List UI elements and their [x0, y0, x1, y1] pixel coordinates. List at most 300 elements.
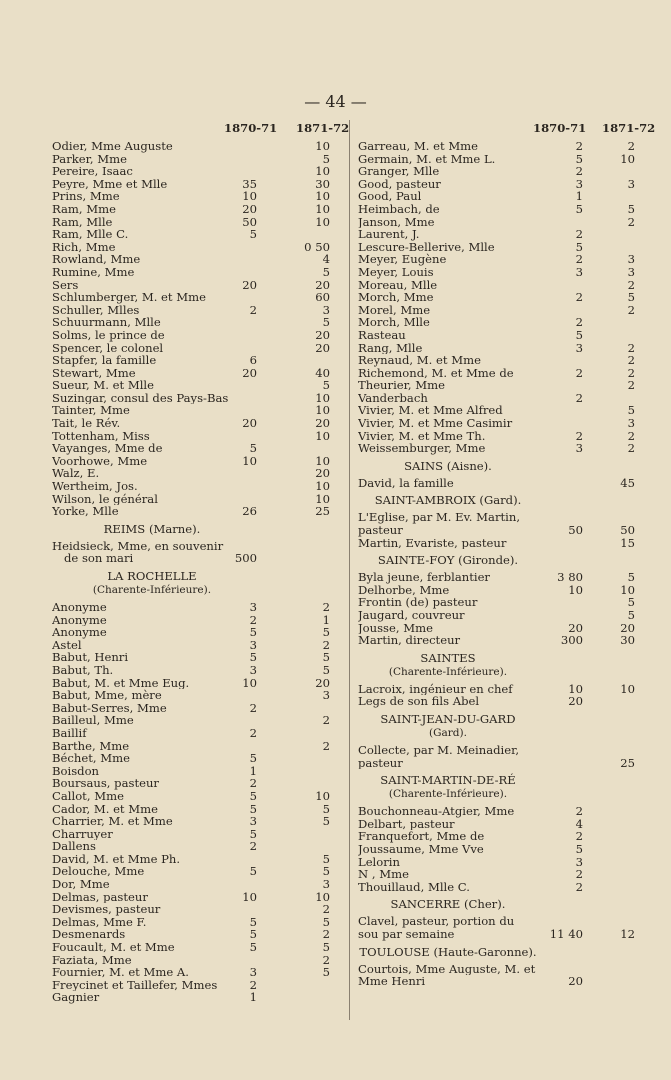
amount-1871-72: 2: [627, 365, 635, 380]
amount-1871-72: 2: [627, 277, 635, 292]
donor-name: Schuller, Mlles: [52, 303, 140, 317]
donor-name: sou par semaine: [358, 927, 455, 941]
amount-1871-72: 5: [627, 290, 635, 305]
donor-name: Voorhowe, Mme: [52, 454, 148, 468]
amount-1871-72: 10: [315, 403, 330, 418]
donor-name: Prins, Mme: [52, 190, 120, 203]
donor-row: [52, 329, 352, 342]
donor-name: Peyre, Mme et Mlle: [52, 177, 168, 191]
year-header: [52, 122, 352, 140]
donor-list: [52, 601, 352, 1004]
year-header: [358, 122, 663, 140]
amount-1871-72: 10: [315, 189, 330, 204]
donor-row: Heidsieck, Mme, en souvenir: [52, 539, 224, 553]
donor-name: Morel, Mme: [358, 303, 431, 317]
donor-row: [52, 165, 352, 178]
donor-name: Lescure-Bellerive, Mlle: [358, 240, 495, 254]
amount-1871-72: 20: [315, 466, 330, 481]
donor-row: [52, 253, 352, 266]
amount-1871-72: 5: [322, 315, 330, 330]
donor-row: [52, 626, 352, 639]
amount-1871-72: 20: [315, 675, 330, 690]
amount-1870-71: 5: [575, 327, 583, 342]
amount-1870-71: 5: [249, 441, 257, 456]
donor-name: Foucault, M. et Mme: [52, 941, 175, 954]
amount-1870-71: 1: [249, 763, 257, 778]
donor-row: [52, 241, 352, 254]
donor-name: Odier, Mme Auguste: [52, 140, 173, 153]
donor-name: Delbart, pasteur: [358, 817, 455, 831]
amount-1871-72: 2: [322, 738, 330, 753]
donor-row: [52, 430, 352, 443]
donor-row: [52, 392, 352, 405]
donor-list: [358, 140, 663, 455]
donor-row: Clavel, pasteur, portion du: [358, 915, 515, 928]
amount-1870-71: 5: [575, 151, 583, 166]
donor-name: Stewart, Mme: [52, 366, 136, 380]
amount-1870-71: 20: [242, 416, 257, 431]
page-number: — 44 —: [304, 92, 367, 111]
donor-row: [358, 153, 663, 166]
donor-name: Delhorbe, Mme: [358, 583, 450, 597]
donor-row: [52, 203, 352, 216]
donor-name: Charruyer: [52, 827, 113, 841]
amount-1870-71: 20: [568, 620, 583, 635]
donor-row: [358, 216, 663, 229]
city-heading-saintes: SAINTES (Charente-Inférieure).: [388, 650, 508, 678]
donor-name: Spencer, le colonel: [52, 341, 164, 355]
amount-1871-72: 5: [322, 662, 330, 677]
amount-1871-72: 10: [315, 214, 330, 229]
donor-row: [358, 442, 663, 455]
amount-1870-71: 3: [249, 600, 257, 614]
donor-name: Vivier, M. et Mme Th.: [358, 429, 486, 443]
amount-1871-72: 10: [315, 453, 330, 468]
amount-1870-71: 5: [249, 751, 257, 766]
donor-row: [52, 664, 352, 677]
amount-1870-71: 3: [249, 965, 257, 980]
donor-row: [358, 928, 663, 941]
donor-list: [358, 928, 663, 941]
donor-row: [52, 740, 352, 753]
donor-row: [52, 991, 352, 1004]
donor-name: Callot, Mme: [52, 789, 124, 803]
amount-1870-71: 2: [575, 804, 583, 819]
amount-1870-71: 2: [575, 829, 583, 844]
amount-1871-72: 5: [322, 650, 330, 665]
donor-name: Lacroix, ingénieur en chef: [358, 682, 513, 696]
donor-row: [52, 140, 352, 153]
donor-name: Legs de son fils Abel: [358, 695, 480, 708]
donor-row: [52, 601, 352, 614]
amount-1870-71: 10: [568, 582, 583, 597]
amount-1871-72: 5: [322, 851, 330, 866]
amount-1870-71: 50: [242, 214, 257, 229]
donor-name: Ram, Mme: [52, 202, 116, 216]
amount-1870-71: 1: [575, 189, 583, 204]
amount-1870-71: 2: [249, 612, 257, 627]
amount-1871-72: 5: [322, 625, 330, 640]
donor-name: Desmenards: [52, 928, 126, 942]
amount-1870-71: 2: [575, 290, 583, 305]
donor-name: Vayanges, Mme de: [52, 442, 163, 455]
donor-row: [358, 279, 663, 292]
amount-1871-72: 3: [322, 302, 330, 317]
donor-name: Gagnier: [52, 991, 100, 1004]
donor-name: Reynaud, M. et Mme: [358, 354, 481, 367]
donor-name: Richemond, M. et Mme de: [358, 366, 514, 380]
year-1870-heading: 1870-71: [533, 121, 587, 135]
donor-row: [358, 596, 663, 609]
donor-name: Rasteau: [358, 328, 406, 342]
donor-row: [358, 304, 663, 317]
amount-1871-72: 5: [322, 814, 330, 829]
amount-1871-72: 2: [322, 952, 330, 967]
donor-row: [358, 571, 663, 584]
donor-name: Faziata, Mme: [52, 953, 132, 967]
city-heading-saint-jean-du-gard: SAINT-JEAN-DU-GARD (Gard).: [380, 711, 516, 739]
donor-name: Frontin (de) pasteur: [358, 596, 478, 609]
donor-name: pasteur: [358, 756, 403, 770]
amount-1870-71: 2: [575, 879, 583, 894]
donor-name: Laurent, J.: [358, 228, 420, 241]
city-heading-sainte-foy: SAINTE-FOY (Gironde).: [377, 553, 519, 568]
donor-name: Jousse, Mme: [358, 621, 433, 635]
donor-row: [52, 752, 352, 765]
amount-1871-72: 4: [322, 252, 330, 267]
donor-name: Garreau, M. et Mme: [358, 140, 479, 153]
amount-1870-71: 5: [249, 914, 257, 929]
donor-row: [358, 695, 663, 708]
donor-row: [358, 881, 663, 894]
donor-name: Dor, Mme: [52, 878, 110, 891]
donor-row: [52, 178, 352, 191]
donor-row: [52, 291, 352, 304]
amount-1871-72: 10: [315, 788, 330, 803]
amount-1870-71: 5: [249, 227, 257, 242]
donor-row: [52, 815, 352, 828]
amount-1870-71: 2: [575, 390, 583, 405]
donor-row: [358, 253, 663, 266]
amount-1870-71: 5: [249, 625, 257, 640]
donor-name: Yorke, Mlle: [52, 505, 119, 518]
amount-1870-71: 300: [560, 633, 583, 648]
donor-name: Tainter, Mme: [52, 404, 130, 418]
donor-row: [358, 316, 663, 329]
donor-row: [52, 853, 352, 866]
donor-row: [52, 455, 352, 468]
donor-name: Delouche, Mme: [52, 865, 145, 879]
right-column: [358, 122, 663, 988]
amount-1870-71: 20: [242, 277, 257, 292]
donor-row: [52, 714, 352, 727]
amount-1871-72: 20: [315, 340, 330, 355]
amount-1871-72: 10: [315, 390, 330, 405]
donor-row: [52, 979, 352, 992]
donor-row: [52, 153, 352, 166]
amount-1870-71: 6: [249, 353, 257, 368]
donor-row: [52, 840, 352, 853]
amount-1871-72: 5: [322, 151, 330, 166]
donor-row: [52, 828, 352, 841]
donor-name: Bouchonneau-Atgier, Mme: [358, 805, 515, 818]
donor-row: [52, 790, 352, 803]
donor-name: Sueur, M. et Mlle: [52, 379, 154, 392]
donor-row: [358, 379, 663, 392]
donor-name: Béchet, Mme: [52, 752, 130, 765]
donor-row: [52, 304, 352, 317]
donor-row: [358, 757, 663, 770]
donor-row: [358, 818, 663, 831]
donor-row: [358, 140, 663, 153]
donor-name: Morch, Mme: [358, 291, 434, 304]
amount-1870-71: 2: [249, 700, 257, 715]
amount-1870-71: 11 40: [549, 926, 583, 941]
donor-row: [52, 677, 352, 690]
donor-name: Rowland, Mme: [52, 253, 141, 266]
donor-row: [358, 584, 663, 597]
amount-1870-71: 5: [249, 940, 257, 955]
city-heading-saint-martin-de-re: SAINT-MARTIN-DE-RÉ (Charente-Inférieure).: [380, 773, 516, 801]
donor-name: Wilson, le général: [52, 492, 158, 506]
donor-name: Babut, Th.: [52, 663, 114, 677]
donor-name: Heimbach, de: [358, 202, 440, 216]
amount-1871-72: 20: [620, 620, 635, 635]
amount-1870-71: 3: [249, 814, 257, 829]
donor-name: Freycinet et Taillefer, Mmes: [52, 978, 218, 992]
donor-name: pasteur: [358, 524, 403, 537]
donor-row: [358, 165, 663, 178]
donor-row: [52, 928, 352, 941]
amount-1870-71: 2: [575, 164, 583, 179]
donor-list: [358, 683, 663, 708]
donor-row: de son mari 500: [64, 551, 257, 566]
amount-1870-71: 10: [242, 889, 257, 904]
donor-row: [52, 803, 352, 816]
amount-1870-71: 3: [575, 340, 583, 355]
donor-name: Dallens: [52, 840, 96, 853]
amount-1870-71: 20: [242, 201, 257, 216]
donor-name: Fournier, M. et Mme A.: [52, 966, 189, 979]
amount-1871-72: 25: [620, 755, 635, 770]
donor-row: [52, 941, 352, 954]
amount-1870-71: 2: [249, 725, 257, 740]
donor-row: [358, 203, 663, 216]
donor-name: Tait, le Rév.: [52, 417, 121, 430]
amount-1870-71: 3 80: [557, 570, 583, 585]
city-heading-sancerre: SANCERRE (Cher).: [390, 897, 506, 912]
amount-1870-71: 35: [242, 176, 257, 191]
donor-name: Anonyme: [52, 613, 107, 627]
donor-name: Anonyme: [52, 601, 107, 614]
donor-row: [52, 916, 352, 929]
donor-row: [358, 329, 663, 342]
amount-1871-72: 10: [620, 151, 635, 166]
amount-1870-71: 3: [575, 176, 583, 191]
amount-1870-71: 5: [249, 927, 257, 942]
amount-1871-72: 10: [315, 164, 330, 179]
donor-name: Martin, Evariste, pasteur: [358, 536, 507, 550]
donor-row: [358, 683, 663, 696]
donor-name: Byla jeune, ferblantier: [358, 571, 490, 584]
amount-1870-71: 5: [575, 201, 583, 216]
donor-row: [52, 878, 352, 891]
donor-name: Meyer, Louis: [358, 265, 434, 279]
donor-list: [358, 477, 663, 490]
amount-1871-72: 2: [322, 600, 330, 614]
amount-1871-72: 5: [627, 201, 635, 216]
donor-row: [358, 524, 663, 537]
donor-row: [358, 805, 663, 818]
amount-1871-72: 3: [322, 688, 330, 703]
donor-row: [358, 537, 663, 550]
amount-1870-71: 2: [249, 839, 257, 854]
donor-name: Tottenham, Miss: [52, 429, 150, 443]
amount-1871-72: 5: [322, 965, 330, 980]
donor-row: [358, 975, 663, 988]
amount-1870-71: 20: [568, 694, 583, 709]
amount-1870-71: 1: [249, 990, 257, 1005]
donor-row: [52, 903, 352, 916]
donor-row: [52, 216, 352, 229]
city-heading-saint-ambroix: SAINT-AMBROIX (Gard).: [374, 493, 522, 508]
donor-name: Barthe, Mme: [52, 739, 130, 753]
donor-name: Ram, Mlle: [52, 215, 113, 229]
amount-1871-72: 3: [627, 416, 635, 431]
city-heading-toulouse: TOULOUSE (Haute-Garonne).: [359, 944, 537, 959]
year-1870-heading: 1870-71: [224, 121, 278, 135]
donor-name: Anonyme: [52, 626, 107, 639]
amount-1871-72: 5: [322, 940, 330, 955]
amount-1871-72: 20: [315, 416, 330, 431]
donor-row: [52, 404, 352, 417]
amount-1871-72: 50: [620, 523, 635, 538]
donor-name: Schlumberger, M. et Mme: [52, 291, 206, 304]
donor-name: Charrier, M. et Mme: [52, 815, 173, 828]
amount-1871-72: 2: [627, 214, 635, 229]
donor-name: Rang, Mlle: [358, 341, 423, 355]
amount-1871-72: 2: [627, 302, 635, 317]
amount-1871-72: 40: [315, 365, 330, 380]
donor-name: Delmas, pasteur: [52, 890, 148, 904]
amount-1870-71: 10: [242, 189, 257, 204]
donor-name: Pereire, Isaac: [52, 165, 133, 178]
donor-row: [358, 266, 663, 279]
donor-name: Thouillaud, Mlle C.: [358, 880, 470, 894]
donor-row: [358, 190, 663, 203]
amount-1871-72: 2: [627, 340, 635, 355]
donor-name: Delmas, Mme F.: [52, 915, 147, 929]
donor-row: [52, 727, 352, 740]
donor-row: [52, 954, 352, 967]
donor-name: N , Mme: [358, 868, 409, 881]
amount-1870-71: 50: [568, 523, 583, 538]
donor-name: Bailleul, Mme: [52, 714, 134, 727]
donor-row: Courtois, Mme Auguste, M. et: [358, 962, 536, 976]
amount-1871-72: 5: [627, 403, 635, 418]
donor-row: [52, 777, 352, 790]
amount-1871-72: 5: [322, 801, 330, 816]
donor-row: [52, 891, 352, 904]
amount-1871-72: 5: [627, 570, 635, 585]
amount-1870-71: 5: [575, 841, 583, 856]
donor-row: [52, 467, 352, 480]
donor-list: [358, 757, 663, 770]
amount-1870-71: 2: [575, 139, 583, 153]
donor-row: [52, 865, 352, 878]
donor-row: [358, 868, 663, 881]
donor-row: [358, 830, 663, 843]
amount-1870-71: 2: [249, 977, 257, 992]
donor-row: [52, 765, 352, 778]
donor-row: Collecte, par M. Meinadier,: [358, 743, 520, 757]
donor-row: [52, 316, 352, 329]
donor-name: Jaugard, couvreur: [358, 609, 465, 622]
donor-name: Good, Paul: [358, 190, 422, 203]
amount-1871-72: 25: [315, 504, 330, 519]
amount-1871-72: 2: [627, 428, 635, 443]
donor-row: [52, 966, 352, 979]
donor-name: Babut, Henri: [52, 651, 129, 664]
amount-1870-71: 5: [249, 826, 257, 841]
amount-1871-72: 10: [315, 889, 330, 904]
amount-1871-72: 5: [322, 864, 330, 879]
amount-1871-72: 0 50: [304, 239, 330, 254]
donor-name: Parker, Mme: [52, 152, 127, 166]
amount-1871-72: 20: [315, 327, 330, 342]
donor-row: [52, 614, 352, 627]
amount-1870-71: 5: [249, 864, 257, 879]
amount-1870-71: 10: [242, 453, 257, 468]
amount-1871-72: 45: [620, 475, 635, 490]
amount-1870-71: 10: [242, 675, 257, 690]
left-column: [52, 122, 352, 1004]
amount-1870-71: 3: [575, 264, 583, 279]
amount-1870-71: 10: [568, 681, 583, 696]
amount-1870-71: 4: [575, 816, 583, 831]
donor-name: Vivier, M. et Mme Alfred: [358, 404, 503, 418]
donor-name: Astel: [52, 638, 82, 652]
donor-row: [52, 417, 352, 430]
donor-row: [52, 228, 352, 241]
amount-1871-72: 3: [627, 176, 635, 191]
amount-1870-71: 20: [242, 365, 257, 380]
amount-1871-72: 5: [627, 595, 635, 610]
amount-1871-72: 3: [627, 252, 635, 267]
year-1871-heading: 1871-72: [296, 121, 350, 135]
donor-name: Vivier, M. et Mme Casimir: [358, 417, 513, 430]
donor-name: Good, pasteur: [358, 177, 441, 191]
city-heading-la-rochelle: LA ROCHELLE (Charente-Inférieure).: [92, 569, 212, 596]
amount-1870-71: 20: [568, 974, 583, 989]
donor-row: [358, 634, 663, 647]
amount-1870-71: 2: [249, 302, 257, 317]
donor-name: Suzingar, consul des Pays-Bas: [52, 391, 229, 405]
donor-name: Walz, E.: [52, 467, 100, 481]
amount-1870-71: 5: [249, 650, 257, 665]
donor-row: [52, 367, 352, 380]
donor-row: [358, 342, 663, 355]
donor-name: Stapfer, la famille: [52, 354, 157, 367]
donor-name: Baillif: [52, 726, 87, 740]
donor-name: Janson, Mme: [358, 215, 435, 229]
donor-name: Solms, le prince de: [52, 328, 165, 342]
donor-row: [358, 430, 663, 443]
city-heading-reims: REIMS (Marne).: [103, 521, 201, 536]
amount-1871-72: 2: [322, 713, 330, 728]
amount-1871-72: 5: [627, 608, 635, 622]
donor-row: [52, 379, 352, 392]
